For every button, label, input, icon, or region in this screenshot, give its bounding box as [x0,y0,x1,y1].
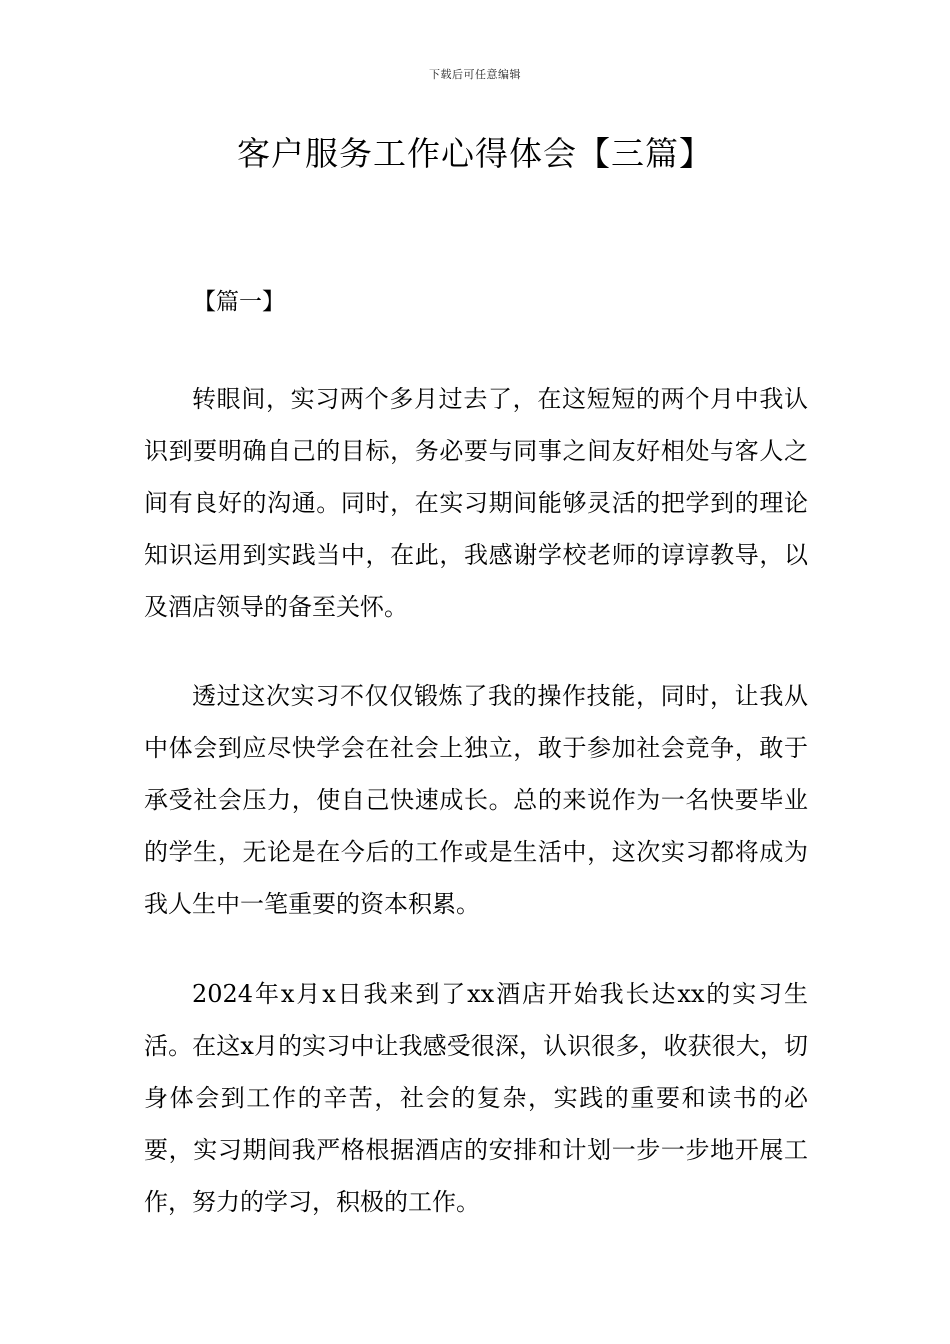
paragraph-1: 转眼间，实习两个多月过去了，在这短短的两个月中我认识到要明确自己的目标，务必要与同事之间友好相处与客人之间有良好的沟通。同时，在实习期间能够灵活的把学到的理论知识运用到实践当中，在此，我感谢学校老师的谆谆教导，以及酒店领导的备至关怀。 [144,385,808,621]
paragraph-3: 2024年x月x日我来到了xx酒店开始我长达xx的实习生活。在这x月的实习中让我感受很深，认识很多，收获很大，切身体会到工作的辛苦，社会的复杂，实践的重要和读书的必要，实习期间我严格根据酒店的安排和计划一步一步地开展工作，努力的学习，积极的工作。 [144,980,808,1216]
header-note: 下载后可任意编辑 [429,68,521,81]
document-title: 客户服务工作心得体会【三篇】 [237,134,713,173]
paragraph-2: 透过这次实习不仅仅锻炼了我的操作技能，同时，让我从中体会到应尽快学会在社会上独立，敢于参加社会竞争，敢于承受社会压力，使自己快速成长。总的来说作为一名快要毕业的学生，无论是在今后的工作或是生活中，这次实习都将成为我人生中一笔重要的资本积累。 [144,682,808,918]
section-label: 【篇一】 [193,289,285,315]
